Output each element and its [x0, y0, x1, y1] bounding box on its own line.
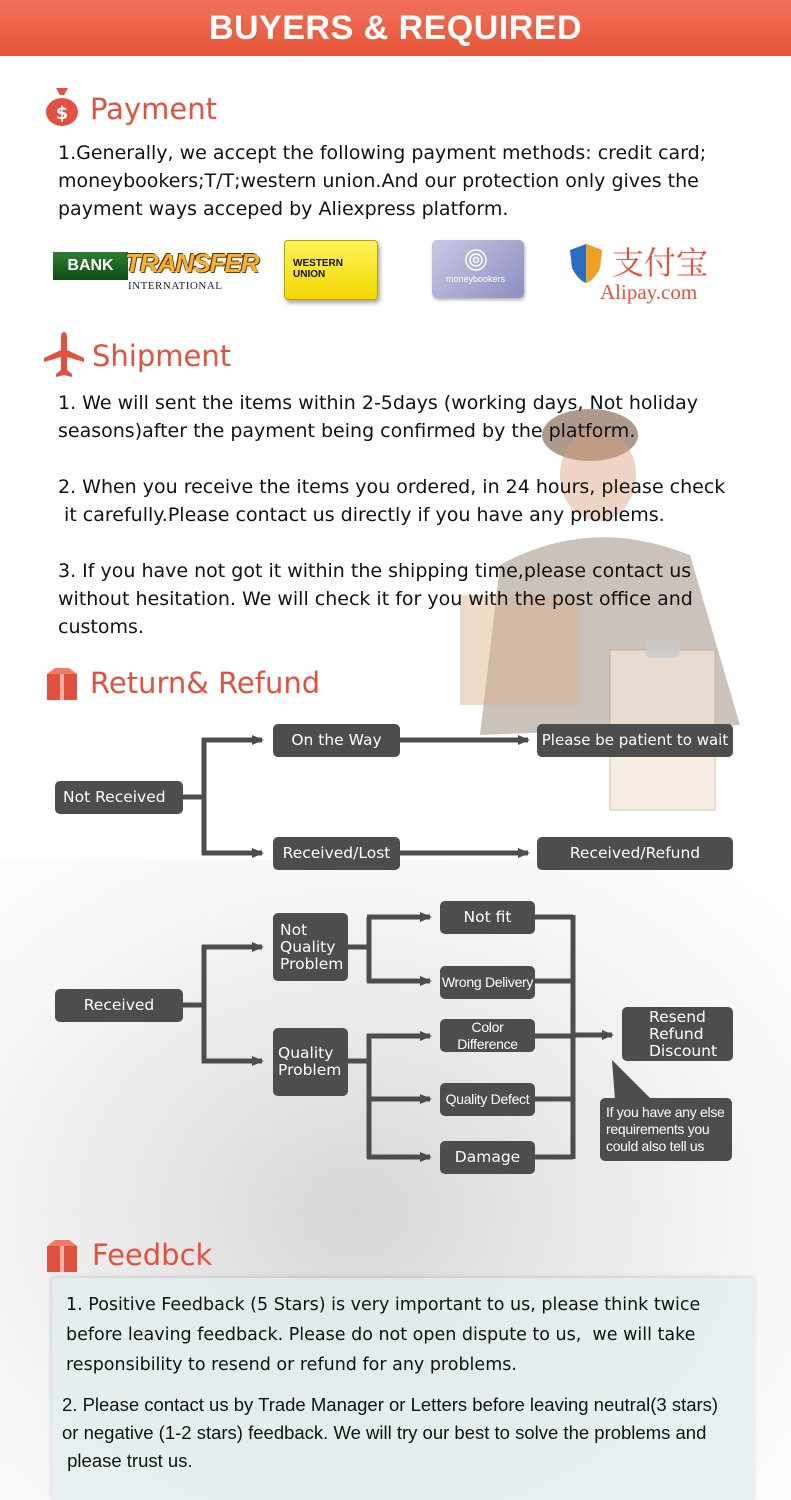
shipment-text-3: 3. If you have not got it within the shipping time,please contact us without hesitation. We will check it for you with the post office and customs.: [58, 560, 693, 638]
requirements-bubble: If you have any else requirements you could also tell us: [600, 1098, 732, 1161]
resend-refund-discount-box: Resend Refund Discount: [622, 1007, 733, 1061]
feedback-title: Feedbck: [92, 1238, 213, 1272]
received-lost-box: Received/Lost: [273, 837, 400, 870]
damage-box: Damage: [440, 1141, 535, 1174]
feedback-text-2: 2. Please contact us by Trade Manager or Letters before leaving neutral(3 stars) or negative (1-2 stars) feedback. We will try our best to solve the problems and please trust us.: [62, 1394, 719, 1471]
alipay-logo: 支付宝 Alipay.com: [568, 238, 738, 308]
received-box: Received: [55, 989, 183, 1022]
please-wait-box: Please be patient to wait: [537, 724, 733, 757]
refund-title: Return& Refund: [90, 666, 321, 700]
quality-problem-box: Quality Problem: [273, 1028, 348, 1096]
not-fit-box: Not fit: [440, 901, 535, 934]
shipment-text-2: 2. When you receive the items you ordered, in 24 hours, please check it carefully.Please contact us directly if you have any problems.: [58, 476, 726, 526]
not-quality-problem-box: Not Quality Problem: [273, 913, 348, 981]
on-the-way-box: On the Way: [273, 724, 400, 757]
moneybookers-logo: moneybookers: [432, 240, 524, 298]
payment-text: 1.Generally, we accept the following payment methods: credit card; moneybookers;T/T;western union.And our protection only gives the payment ways acceped by Aliexpress platform.: [58, 142, 707, 220]
svg-text:$: $: [55, 103, 69, 124]
wrong-delivery-box: Wrong Delivery: [440, 966, 535, 999]
not-received-box: Not Received: [55, 781, 183, 814]
feedback-text-1: 1. Positive Feedback (5 Stars) is very important to us, please think twice before leaving feedback. Please do not open dispute to us, we will take responsibility to resend or refund for any problems.: [66, 1295, 701, 1375]
payment-title: Payment: [90, 92, 217, 126]
package-icon: [45, 1238, 79, 1274]
page-banner: BUYERS & REQUIRED: [0, 0, 791, 56]
quality-defect-box: Quality Defect: [440, 1083, 535, 1116]
shipment-title: Shipment: [92, 339, 232, 373]
bank-transfer-logo: BANK TRANSFER INTERNATIONAL: [53, 250, 233, 294]
shipment-text-1: 1. We will sent the items within 2-5days (working days, Not holiday seasons)after the payment being confirmed by the platform.: [58, 392, 699, 442]
color-difference-box: Color Difference: [440, 1019, 535, 1052]
western-union-logo: WESTERN UNION: [284, 240, 378, 300]
received-refund-box: Received/Refund: [537, 837, 733, 870]
